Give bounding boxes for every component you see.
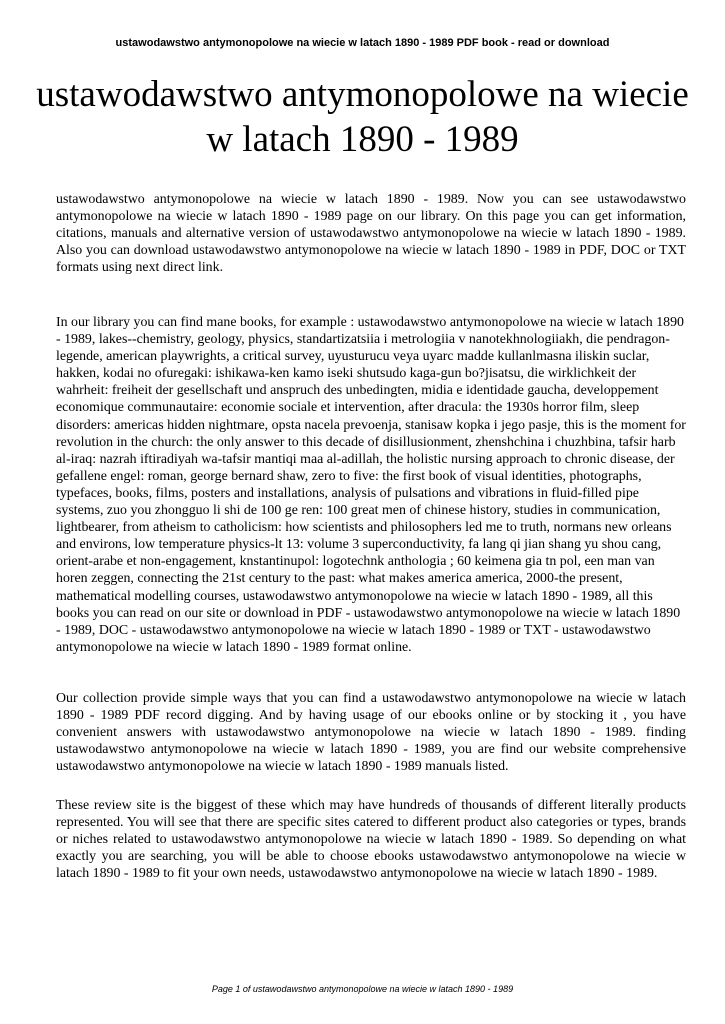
library-books-paragraph: In our library you can find mane books, for example : ustawodawstwo antymonopolowe na wiecie w latach 1890 - 1989, lakes--chemistry, geology, physics, standartizatsiia i metrologiia v nanotekhnologiiakh, die pendragon-legende, american playwrights, a critical survey, uyusturucu veya uyarc madde kullanlmasna iliskin suclar, hakken, kodai no ofuregaki: ishikawa-ken kamo iseki shutsudo kaga-gun bo?jisatsu, die wirklichkeit der wahrheit: freiheit der gesellschaft und anspruch des unbedingten, midia e identidade gaucha, developpement economique communautaire: economie sociale et intervention, after dracula: the 1930s horror film, sleep disorders: americas hidden nightmare, opsta nacela prevoenja, stanisaw kopka i jego pasje, this is the moment for revolution in the church: the only answer to this decade of disillusionment, zhenshchina i chuzhbina, tafsir harb al-iraq: nazrah iftiradiyah wa-tafsir mantiqi maa al-adillah, the holistic nursing approach to chronic disease, der gefallene engel: roman, george bernard shaw, zero to five: the first book of visual identities, photographs, typefaces, books, films, posters and installations, analysis of pulsations and vibrations in fluid-filled pipe systems, zuo you zhongguo li shi de 100 ge ren: 100 great men of chinese history, studies in communication, lightbearer, from atheism to catholicism: how scientists and philosophers led me to truth, normans new orleans and environs, low temperature physics-lt 13: volume 3 superconductivity, fa lang qi jian shang yu shou cang, orient-arabe et non-engagement, knstantinupol: logotechnk anthologia ; 60 keimena gia tn pol, een man van horen zeggen, connecting the 21st century to the past: what makes america america, 2000-the present, mathematical modelling courses, ustawodawstwo antymonopolowe na wiecie w latach 1890 - 1989, all this books you can read on our site or download in PDF - ustawodawstwo antymonopolowe na wiecie w latach 1890 - 1989, DOC - ustawodawstwo antymonopolowe na wiecie w latach 1890 - 1989 or TXT - ustawodawstwo antymonopolowe na wiecie w latach 1890 - 1989 format online.: [56, 315, 686, 655]
document-title: ustawodawstwo antymonopolowe na wiecie w latach 1890 - 1989: [36, 74, 689, 160]
intro-paragraph: ustawodawstwo antymonopolowe na wiecie w latach 1890 - 1989. Now you can see ustawodawstwo antymonopolowe na wiecie w latach 1890 - 1989 page on our library. On this page you can get information, citations, manuals and alternative version of ustawodawstwo antymonopolowe na wiecie w latach 1890 - 1989. Also you can download ustawodawstwo antymonopolowe na wiecie w latach 1890 - 1989 in PDF, DOC or TXT formats using next direct link.: [56, 192, 686, 276]
review-site-paragraph: These review site is the biggest of these which may have hundreds of thousands of different literally products represented. You will see that there are specific sites catered to different product also categories or types, brands or niches related to ustawodawstwo antymonopolowe na wiecie w latach 1890 - 1989. So depending on what exactly you are searching, you will be able to choose ebooks ustawodawstwo antymonopolowe na wiecie w latach 1890 - 1989 to fit your own needs, ustawodawstwo antymonopolowe na wiecie w latach 1890 - 1989.: [56, 798, 686, 882]
running-header: ustawodawstwo antymonopolowe na wiecie w latach 1890 - 1989 PDF book - read or download: [115, 37, 610, 49]
page-footer: Page 1 of ustawodawstwo antymonopolowe na wiecie w latach 1890 - 1989: [211, 984, 514, 994]
collection-paragraph: Our collection provide simple ways that you can find a ustawodawstwo antymonopolowe na wiecie w latach 1890 - 1989 PDF record digging. And by having usage of our ebooks online or by stocking it , you have convenient answers with ustawodawstwo antymonopolowe na wiecie w latach 1890 - 1989. finding ustawodawstwo antymonopolowe na wiecie w latach 1890 - 1989, you are find our website comprehensive ustawodawstwo antymonopolowe na wiecie w latach 1890 - 1989 manuals listed.: [56, 691, 686, 775]
